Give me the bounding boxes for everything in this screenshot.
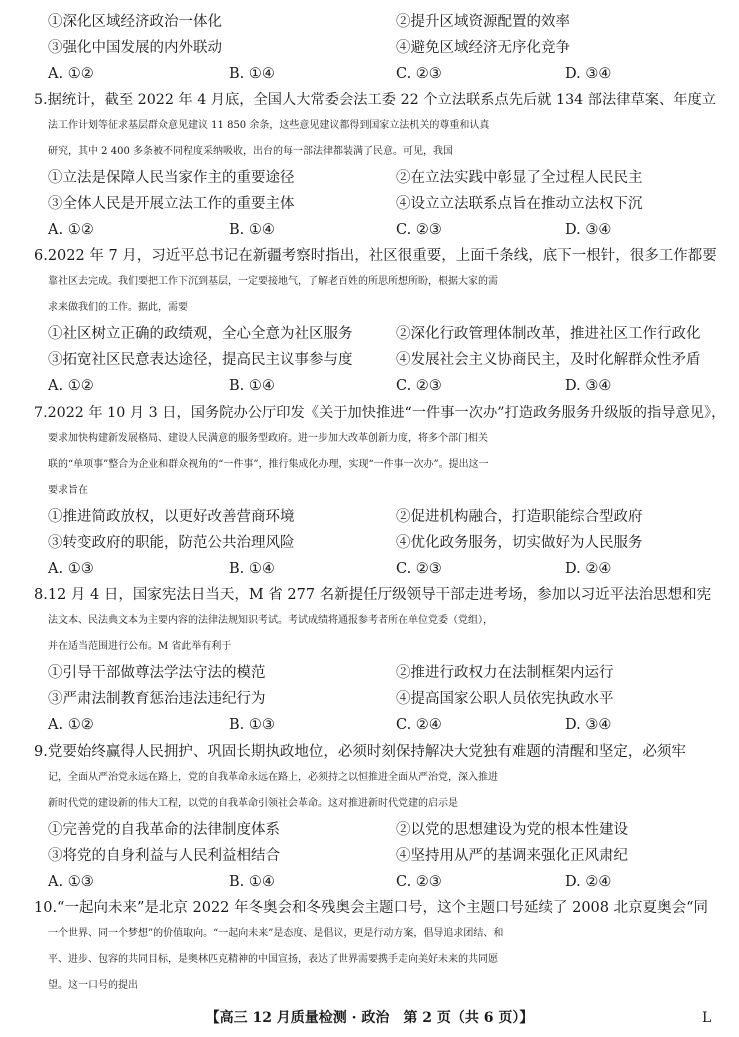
q7-answer-b: B. ①④ xyxy=(229,561,275,577)
q7-option-2: ②促进机构融合，打造职能综合型政府 xyxy=(396,509,643,525)
q10-stem-line-4: 望。这一口号的提出 xyxy=(48,980,138,991)
q10-stem-line-2: 一个世界、同一个梦想”的价值取向。“一起向未来”是态度、是倡议，更是行动方案，倡导追求团结、和 xyxy=(48,928,504,939)
q7-option-4: ④优化政务服务，切实做好为人民服务 xyxy=(396,535,643,551)
q7-stem-line-2: 要求加快构建新发展格局、建设人民满意的服务型政府。进一步加大改革创新力度，将多个部门相关 xyxy=(48,433,488,444)
q4-answer-b: B. ①④ xyxy=(229,66,275,82)
q6-option-4: ④发展社会主义协商民主，及时化解群众性矛盾 xyxy=(396,352,701,368)
q8-answer-c: C. ②④ xyxy=(396,717,442,733)
q5-answer-c: C. ②③ xyxy=(396,222,442,238)
q9-answer-c: C. ②③ xyxy=(396,874,442,890)
q6-option-1: ①社区树立正确的政绩观，全心全意为社区服务 xyxy=(48,326,353,342)
q5-stem-line-1: 5.据统计，截至 2022 年 4 月底，全国人大常委会法工委 22 个立法联系点先后就 134 部法律草案、年度立 xyxy=(34,92,716,108)
q9-stem-line-2: 记，全面从严治党永远在路上，党的自我革命永远在路上，必须持之以恒推进全面从严治党，深入推进 xyxy=(48,772,498,783)
q4-answer-c: C. ②③ xyxy=(396,66,442,82)
q9-stem-line-1: 9.党要始终赢得人民拥护、巩固长期执政地位，必须时刻保持解决大党独有难题的清醒和坚定，必须牢 xyxy=(34,744,686,760)
q5-stem-line-3: 研究，其中 2 400 多条被不同程度采纳吸收，出台的每一部法律都装满了民意。可见，我国 xyxy=(48,146,453,157)
q7-answer-c: C. ②③ xyxy=(396,561,442,577)
q6-stem-line-1: 6.2022 年 7 月，习近平总书记在新疆考察时指出，社区很重要，上面千条线，底下一根针，很多工作都要 xyxy=(34,248,717,264)
q6-stem-line-2: 靠社区去完成。我们要把工作下沉到基层，一定要接地气，了解老百姓的所思所想所盼，根据大家的需 xyxy=(48,276,498,287)
q9-option-4: ④坚持用从严的基调来强化正风肃纪 xyxy=(396,848,628,864)
page-footer xyxy=(0,1009,739,1027)
q8-option-2: ②推进行政权力在法制框架内运行 xyxy=(396,665,614,681)
q6-answer-a: A. ①② xyxy=(48,378,94,394)
q8-option-1: ①引导干部做尊法学法守法的模范 xyxy=(48,665,266,681)
q8-stem-line-3: 并在适当范围进行公布。M 省此举有利于 xyxy=(48,641,232,652)
q9-option-1: ①完善党的自我革命的法律制度体系 xyxy=(48,822,280,838)
q7-answer-d: D. ②④ xyxy=(565,561,612,577)
q9-option-2: ②以党的思想建设为党的根本性建设 xyxy=(396,822,628,838)
q10-stem-line-1: 10.“一起向未来”是北京 2022 年冬奥会和冬残奥会主题口号，这个主题口号延续了 2008 北京夏奥会“同 xyxy=(34,900,709,916)
q7-stem-line-1: 7.2022 年 10 月 3 日，国务院办公厅印发《关于加快推进“一件事一次办”打造政务服务升级版的指导意见》， xyxy=(34,405,726,421)
q8-option-4: ④提高国家公职人员依宪执政水平 xyxy=(396,691,614,707)
q5-answer-a: A. ①② xyxy=(48,222,94,238)
q5-option-2: ②在立法实践中彰显了全过程人民民主 xyxy=(396,170,643,186)
q8-answer-a: A. ①② xyxy=(48,717,94,733)
q9-answer-d: D. ②④ xyxy=(565,874,612,890)
q10-stem-line-3: 平、进步、包容的共同目标，是奥林匹克精神的中国宣扬，表达了世界需要携手走向美好未来的共同愿 xyxy=(48,954,498,965)
q7-stem-line-3: 联的“单项事”整合为企业和群众视角的“一件事”，推行集成化办理，实现“一件事一次办”。提出这一 xyxy=(48,459,489,470)
q6-option-2: ②深化行政管理体制改革，推进社区工作行政化 xyxy=(396,326,701,342)
q8-answer-b: B. ①③ xyxy=(229,717,275,733)
q7-answer-a: A. ①③ xyxy=(48,561,94,577)
q9-answer-a: A. ①③ xyxy=(48,874,94,890)
q8-stem-line-2: 法文本、民法典文本为主要内容的法律法规知识考试。考试成绩将通报参考者所在单位党委（党组）， xyxy=(48,615,493,626)
q8-stem-line-1: 8.12 月 4 日，国家宪法日当天，M 省 277 名新提任厅级领导干部走进考场，参加以习近平法治思想和宪 xyxy=(34,587,712,603)
q5-option-4: ④设立立法联系点旨在推动立法权下沉 xyxy=(396,196,643,212)
q9-answer-b: B. ①④ xyxy=(229,874,275,890)
q6-answer-c: C. ②③ xyxy=(396,378,442,394)
q4-answer-d: D. ③④ xyxy=(565,66,612,82)
q5-answer-d: D. ③④ xyxy=(565,222,612,238)
footer-label: 【高三 12 月质量检测 · 政治 第 2 页（共 6 页）】 xyxy=(205,1010,534,1026)
q4-answer-a: A. ①② xyxy=(48,66,94,82)
q7-option-1: ①推进简政放权，以更好改善营商环境 xyxy=(48,509,295,525)
q5-stem-line-2: 法工作计划等征求基层群众意见建议 11 850 余条，这些意见建议都得到国家立法机关的尊重和认真 xyxy=(48,120,490,131)
q6-stem-line-3: 求来做我们的工作。据此，需要 xyxy=(48,302,188,313)
q8-answer-d: D. ③④ xyxy=(565,717,612,733)
version-letter: L xyxy=(702,1010,712,1026)
q6-option-3: ③拓宽社区民意表达途径，提高民主议事参与度 xyxy=(48,352,353,368)
q5-option-3: ③全体人民是开展立法工作的重要主体 xyxy=(48,196,295,212)
q9-option-3: ③将党的自身利益与人民利益相结合 xyxy=(48,848,280,864)
q4-option-1: ①深化区域经济政治一体化 xyxy=(48,14,222,30)
q5-option-1: ①立法是保障人民当家作主的重要途径 xyxy=(48,170,295,186)
q4-option-4: ④避免区域经济无序化竞争 xyxy=(396,40,570,56)
q6-answer-d: D. ③④ xyxy=(565,378,612,394)
q4-option-2: ②提升区域资源配置的效率 xyxy=(396,14,570,30)
q4-option-3: ③强化中国发展的内外联动 xyxy=(48,40,222,56)
q9-stem-line-3: 新时代党的建设新的伟大工程，以党的自我革命引领社会革命。这对推进新时代党建的启示是 xyxy=(48,798,458,809)
q8-option-3: ③严肃法制教育惩治违法违纪行为 xyxy=(48,691,266,707)
q6-answer-b: B. ①④ xyxy=(229,378,275,394)
q5-answer-b: B. ①④ xyxy=(229,222,275,238)
q7-option-3: ③转变政府的职能，防范公共治理风险 xyxy=(48,535,295,551)
q7-stem-line-4: 要求旨在 xyxy=(48,485,88,496)
